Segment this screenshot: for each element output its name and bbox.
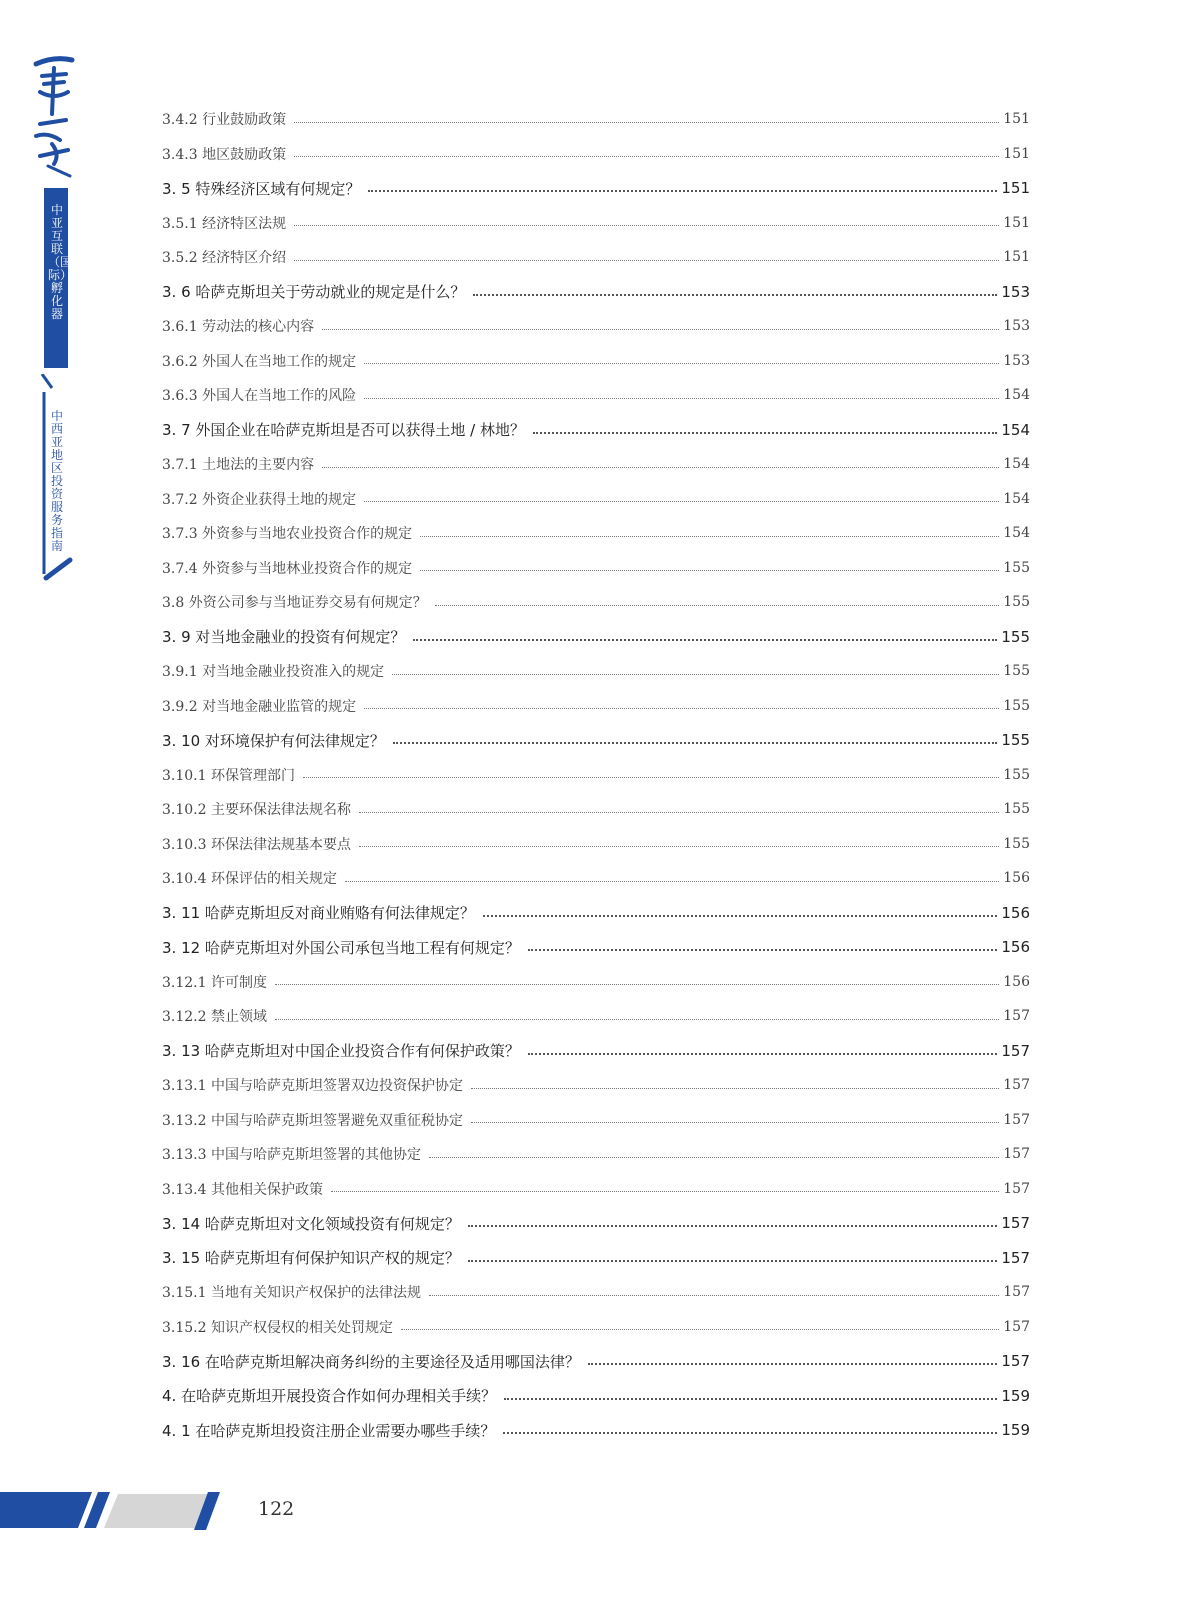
toc-entry-title: 3.10.1 环保管理部门 [162,767,295,784]
toc-entry-title: 3.6.1 劳动法的核心内容 [162,319,315,336]
toc-entry[interactable] [162,1206,1030,1241]
toc-entry[interactable] [162,654,1030,689]
toc-entry-title: 3.7.2 外资企业获得土地的规定 [162,491,357,508]
toc-entry[interactable] [162,827,1030,862]
toc-entry-page: 153 [1003,352,1030,369]
toc-entry-page: 151 [1003,249,1030,266]
toc-entry-title: 3. 14 哈萨克斯坦对文化领域投资有何规定？ [162,1214,460,1233]
toc-entry-title: 3.15.2 知识产权侵权的相关处罚规定 [162,1319,393,1336]
toc-dot-leader [503,1432,997,1434]
toc-entry-title: 3.10.4 环保评估的相关规定 [162,871,337,888]
toc-entry[interactable] [162,792,1030,827]
toc-dot-leader [294,122,999,123]
toc-entry-page: 155 [1001,627,1030,646]
toc-entry-page: 155 [1003,801,1030,818]
belt-road-logo [30,48,78,178]
toc-entry-page: 151 [1001,179,1030,198]
toc-entry[interactable] [162,689,1030,724]
toc-dot-leader [429,1157,999,1158]
toc-entry[interactable] [162,1344,1030,1379]
toc-dot-leader [528,949,997,951]
toc-entry[interactable] [162,413,1030,448]
toc-dot-leader [275,1019,999,1020]
toc-entry-title: 3.12.2 禁止领域 [162,1009,267,1026]
toc-entry[interactable] [162,723,1030,758]
toc-dot-leader [322,467,999,468]
toc-entry-title: 3. 9 对当地金融业的投资有何规定？ [162,628,406,647]
toc-dot-leader [368,190,997,192]
toc-dot-leader [471,1088,999,1089]
toc-entry-title: 3.9.1 对当地金融业投资准入的规定 [162,664,385,681]
toc-entry-page: 151 [1003,111,1030,128]
toc-entry[interactable] [162,447,1030,482]
toc-entry[interactable] [162,1068,1030,1103]
toc-dot-leader [359,846,999,847]
toc-dot-leader [471,1122,999,1123]
toc-dot-leader [435,605,1000,606]
toc-entry-page: 155 [1001,731,1030,750]
table-of-contents [162,102,1030,1448]
toc-entry-page: 157 [1001,1352,1030,1371]
toc-entry-title: 3. 12 哈萨克斯坦对外国公司承包当地工程有何规定？ [162,938,520,957]
toc-entry-page: 157 [1001,1248,1030,1267]
toc-entry-page: 155 [1003,559,1030,576]
toc-entry-page: 155 [1003,663,1030,680]
toc-entry[interactable] [162,896,1030,931]
toc-entry-title: 3.13.4 其他相关保护政策 [162,1181,323,1198]
toc-dot-leader [468,1225,997,1227]
toc-dot-leader [294,156,999,157]
toc-entry-page: 159 [1001,1386,1030,1405]
toc-dot-leader [429,1295,999,1296]
toc-entry-page: 154 [1003,525,1030,542]
toc-dot-leader [294,225,999,226]
toc-entry-title: 3. 15 哈萨克斯坦有何保护知识产权的规定？ [162,1249,460,1268]
toc-entry-page: 157 [1003,1318,1030,1335]
toc-entry-title: 3.13.2 中国与哈萨克斯坦签署避免双重征税协定 [162,1112,463,1129]
toc-dot-leader [322,329,999,330]
toc-entry[interactable] [162,620,1030,655]
toc-dot-leader [364,363,999,364]
toc-entry-title: 3.7.3 外资参与当地农业投资合作的规定 [162,526,413,543]
toc-entry[interactable] [162,965,1030,1000]
toc-entry-page: 156 [1001,938,1030,957]
toc-entry[interactable] [162,1275,1030,1310]
toc-entry-title: 3. 7 外国企业在哈萨克斯坦是否可以获得土地 / 林地？ [162,421,525,440]
toc-entry-title: 4. 在哈萨克斯坦开展投资合作如何办理相关手续？ [162,1387,497,1406]
toc-entry[interactable] [162,516,1030,551]
toc-entry-title: 3.4.2 行业鼓励政策 [162,112,287,129]
toc-entry-page: 157 [1003,1284,1030,1301]
toc-entry[interactable] [162,551,1030,586]
toc-dot-leader [303,777,999,778]
toc-dot-leader [364,398,999,399]
toc-dot-leader [588,1363,997,1365]
toc-entry-page: 153 [1003,318,1030,335]
toc-entry-page: 151 [1003,145,1030,162]
toc-dot-leader [401,1329,999,1330]
toc-dot-leader [359,812,999,813]
toc-entry-title: 3.6.2 外国人在当地工作的规定 [162,353,357,370]
toc-entry[interactable] [162,482,1030,517]
toc-entry[interactable] [162,275,1030,310]
toc-entry[interactable] [162,585,1030,620]
toc-entry[interactable] [162,1034,1030,1069]
toc-entry-title: 3.8 外资公司参与当地证券交易有何规定？ [162,595,427,612]
toc-dot-leader [504,1398,997,1400]
toc-dot-leader [364,708,999,709]
toc-entry-title: 3.9.2 对当地金融业监管的规定 [162,698,357,715]
toc-entry[interactable] [162,206,1030,241]
toc-entry-page: 157 [1003,1111,1030,1128]
toc-dot-leader [483,915,997,917]
toc-entry-title: 3. 10 对环境保护有何法律规定？ [162,731,385,750]
toc-entry-page: 154 [1001,420,1030,439]
toc-entry[interactable] [162,171,1030,206]
toc-entry-title: 3.10.3 环保法律法规基本要点 [162,836,351,853]
toc-entry[interactable] [162,344,1030,379]
toc-entry-page: 156 [1001,903,1030,922]
toc-entry-page: 157 [1003,1077,1030,1094]
toc-entry[interactable] [162,309,1030,344]
toc-entry-title: 4. 1 在哈萨克斯坦投资注册企业需要办哪些手续？ [162,1421,496,1440]
toc-dot-leader [364,501,999,502]
toc-entry-page: 157 [1003,1008,1030,1025]
toc-entry[interactable] [162,1137,1030,1172]
toc-dot-leader [533,432,997,434]
toc-entry[interactable] [162,1172,1030,1207]
toc-entry-page: 157 [1001,1041,1030,1060]
toc-entry-title: 3.12.1 许可制度 [162,974,267,991]
toc-entry[interactable] [162,378,1030,413]
toc-dot-leader [393,742,997,744]
toc-entry-page: 159 [1001,1421,1030,1440]
toc-entry[interactable] [162,1241,1030,1276]
toc-entry[interactable] [162,1413,1030,1448]
toc-entry[interactable] [162,1310,1030,1345]
toc-dot-leader [294,260,999,261]
toc-entry[interactable] [162,861,1030,896]
toc-entry-page: 155 [1003,594,1030,611]
toc-entry[interactable] [162,1379,1030,1414]
toc-dot-leader [275,984,999,985]
toc-entry-title: 3.5.1 经济特区法规 [162,215,287,232]
toc-entry[interactable] [162,137,1030,172]
toc-entry-title: 3.5.2 经济特区介绍 [162,250,287,267]
toc-entry-title: 3.7.1 土地法的主要内容 [162,457,315,474]
toc-dot-leader [420,536,999,537]
toc-entry-title: 3.15.1 当地有关知识产权保护的法律法规 [162,1285,421,1302]
toc-entry[interactable] [162,999,1030,1034]
toc-entry-page: 156 [1003,870,1030,887]
toc-entry[interactable] [162,930,1030,965]
toc-entry-title: 3. 16 在哈萨克斯坦解决商务纠纷的主要途径及适用哪国法律？ [162,1352,580,1371]
toc-entry-page: 153 [1001,282,1030,301]
toc-dot-leader [420,570,999,571]
toc-entry-title: 3.10.2 主要环保法律法规名称 [162,802,351,819]
toc-entry-page: 154 [1003,387,1030,404]
toc-dot-leader [468,1260,997,1262]
toc-entry-title: 3. 13 哈萨克斯坦对中国企业投资合作有何保护政策？ [162,1042,520,1061]
toc-entry-title: 3.7.4 外资参与当地林业投资合作的规定 [162,560,413,577]
toc-entry-page: 154 [1003,456,1030,473]
footer-stripe-decoration [0,1488,230,1534]
toc-dot-leader [473,294,997,296]
toc-dot-leader [345,881,999,882]
toc-entry-title: 3.6.3 外国人在当地工作的风险 [162,388,357,405]
toc-entry-title: 3.13.1 中国与哈萨克斯坦签署双边投资保护协定 [162,1078,463,1095]
toc-entry-page: 157 [1003,1146,1030,1163]
toc-entry[interactable] [162,102,1030,137]
toc-entry[interactable] [162,1103,1030,1138]
toc-entry-title: 3. 6 哈萨克斯坦关于劳动就业的规定是什么？ [162,283,466,302]
toc-dot-leader [413,639,997,641]
toc-entry-page: 156 [1003,973,1030,990]
sidebar-label-incubator: 中亚互联（国际）孵化器 [48,203,73,321]
toc-entry[interactable] [162,240,1030,275]
toc-entry-page: 155 [1003,766,1030,783]
toc-entry-page: 157 [1001,1214,1030,1233]
toc-entry-title: 3.4.3 地区鼓励政策 [162,146,287,163]
page-number: 122 [258,1498,295,1520]
toc-entry-page: 155 [1003,835,1030,852]
toc-entry-title: 3. 11 哈萨克斯坦反对商业贿赂有何法律规定？ [162,904,475,923]
toc-entry[interactable] [162,758,1030,793]
toc-dot-leader [528,1053,997,1055]
toc-dot-leader [331,1191,999,1192]
toc-entry-page: 157 [1003,1180,1030,1197]
toc-dot-leader [392,674,999,675]
toc-entry-page: 155 [1003,697,1030,714]
toc-entry-title: 3. 5 特殊经济区域有何规定？ [162,179,361,198]
toc-entry-title: 3.13.3 中国与哈萨克斯坦签署的其他协定 [162,1147,421,1164]
toc-entry-page: 151 [1003,214,1030,231]
toc-entry-page: 154 [1003,490,1030,507]
sidebar-label-guide: 中西亚地区投资服务指南 [50,409,63,553]
